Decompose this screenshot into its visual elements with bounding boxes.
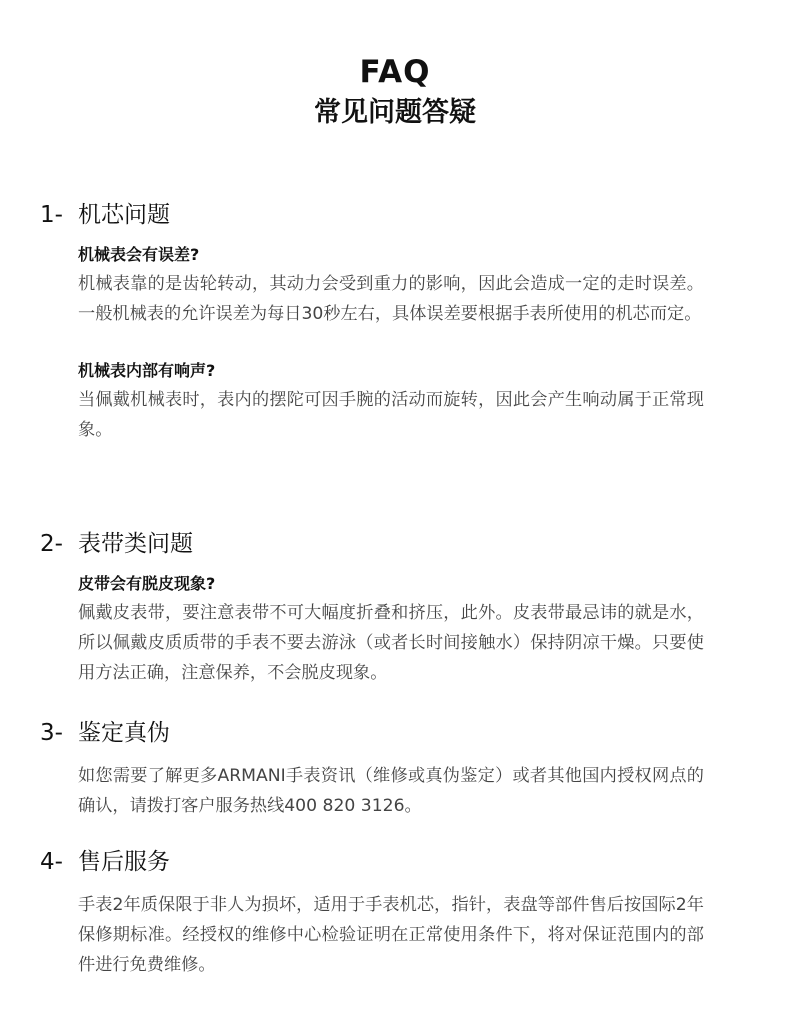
- section-number: 2-: [40, 531, 63, 557]
- qa-item: [78, 572, 720, 688]
- section-heading: [40, 846, 720, 878]
- section-strap: [40, 528, 720, 688]
- section-title: 表带类问题: [78, 531, 193, 557]
- section-text: 手表2年质保限于非人为损坏，适用于手表机芯，指针，表盘等部件售后按国际2年保修期标准。经授权的维修中心检验证明在正常使用条件下，将对保证范围内的部件进行免费维修。: [78, 895, 704, 975]
- section-title: 机芯问题: [78, 202, 170, 228]
- section-number: 1-: [40, 202, 63, 228]
- qa-item: [78, 359, 720, 445]
- answer: 机械表靠的是齿轮转动，其动力会受到重力的影响，因此会造成一定的走时误差。一般机械表的允许误差为每日30秒左右，具体误差要根据手表所使用的机芯而定。: [78, 274, 704, 324]
- question: 机械表内部有响声?: [78, 361, 216, 380]
- answer: 佩戴皮表带，要注意表带不可大幅度折叠和挤压，此外。皮表带最忌讳的就是水，所以佩戴皮质质带的手表不要去游泳（或者长时间接触水）保持阴凉干燥。只要使用方法正确，注意保养，不会脱皮现象。: [78, 603, 704, 683]
- section-heading: [40, 717, 720, 749]
- section-title: 售后服务: [78, 849, 170, 875]
- section-number: 4-: [40, 849, 63, 875]
- section-number: 3-: [40, 720, 63, 746]
- section-movement: [40, 199, 720, 445]
- faq-title: FAQ: [359, 54, 431, 90]
- question: 皮带会有脱皮现象?: [78, 574, 216, 593]
- section-after-sales: [40, 846, 720, 980]
- section-title: 鉴定真伪: [78, 720, 170, 746]
- section-heading: [40, 199, 720, 231]
- page-header: [0, 52, 790, 132]
- question: 机械表会有误差?: [78, 245, 200, 264]
- faq-subtitle: 常见问题答疑: [314, 97, 476, 128]
- section-heading: [40, 528, 720, 560]
- section-authenticity: [40, 717, 720, 821]
- section-text: 如您需要了解更多ARMANI手表资讯（维修或真伪鉴定）或者其他国内授权网点的确认，请拨打客户服务热线400 820 3126。: [78, 766, 704, 816]
- answer: 当佩戴机械表时，表内的摆陀可因手腕的活动而旋转，因此会产生响动属于正常现象。: [78, 390, 704, 440]
- qa-item: [78, 243, 720, 329]
